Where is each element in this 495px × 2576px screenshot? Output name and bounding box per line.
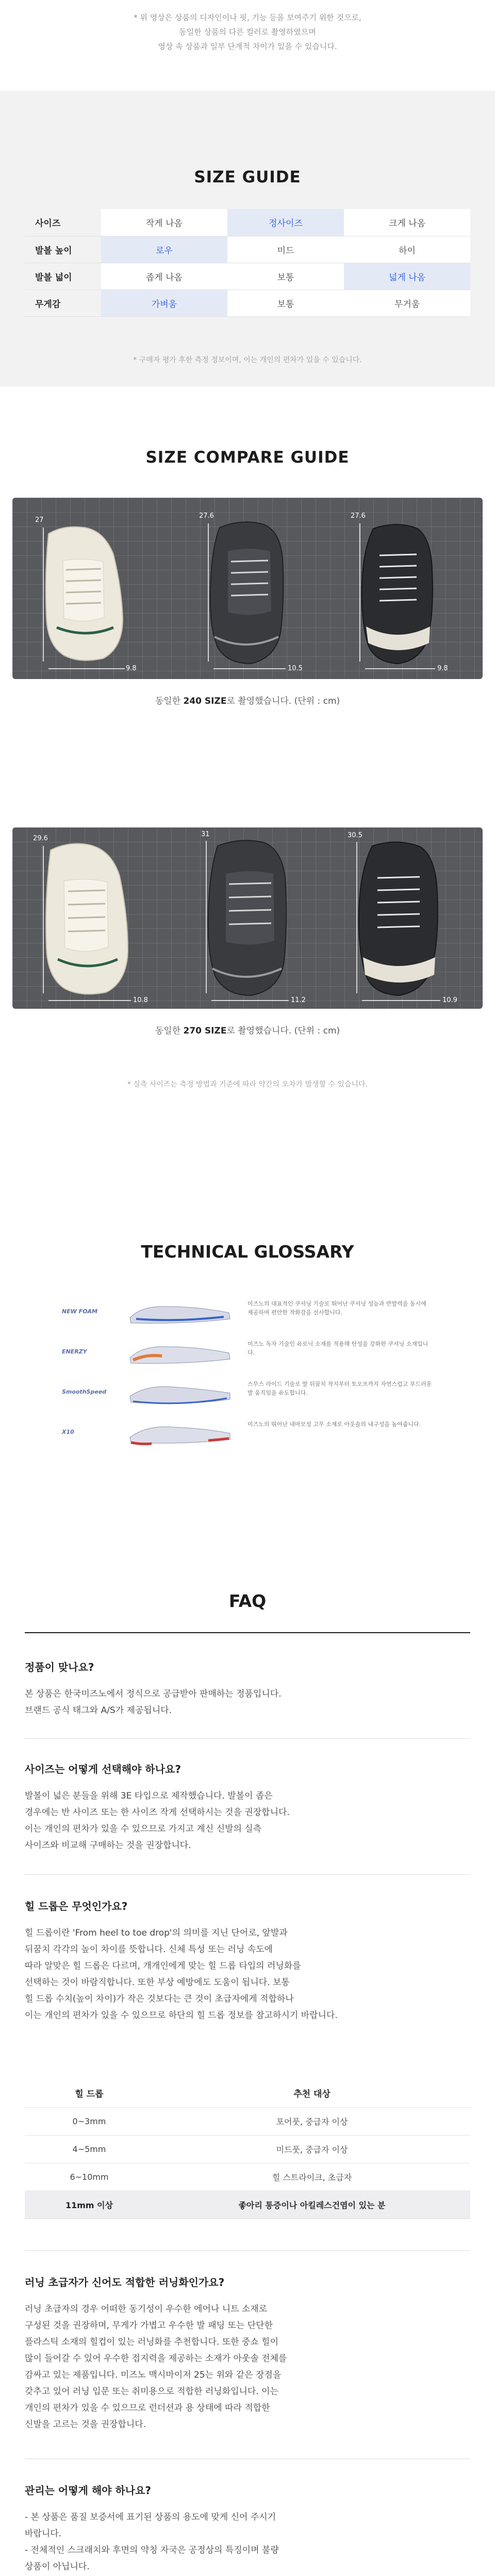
table-cell: 포어풋, 중급자 이상	[154, 2107, 470, 2135]
faq-top-divider	[25, 1632, 470, 1633]
table-row	[25, 2107, 470, 2135]
width-label: 10.8	[133, 996, 148, 1004]
faq-question: 사이즈는 어떻게 선택해야 하나요?	[25, 1763, 181, 1775]
faq-answer	[25, 1788, 472, 1854]
answer-line: 플라스틱 소재의 힐컵이 있는 러닝화를 추천합니다. 또한 중쇼 힐이	[25, 2337, 279, 2347]
answer-line: 사이즈와 비교해 구매하는 것을 권장합니다.	[25, 1840, 191, 1851]
shoe-dark-runner	[208, 840, 287, 995]
table-row-highlighted	[25, 2191, 470, 2218]
notice-line: 영상 속 상품과 일부 단계적 차이가 있을 수 있습니다.	[158, 42, 337, 51]
faq-question: 관리는 어떻게 해야 하나요?	[25, 2484, 152, 2497]
technology-logo: NEW FOAM	[62, 1308, 98, 1315]
row-label: 무게감	[25, 290, 101, 316]
width-label: 10.5	[288, 665, 303, 672]
technology-description: 미즈노 독자 기술인 유로닉 소재를 적용해 탄성을 강화한 쿠셔닝 소재입니다.	[248, 1341, 428, 1356]
row-label: 발볼 넓이	[25, 263, 101, 290]
faq-question: 러닝 초급자가 신어도 적합한 러닝화인가요?	[25, 2276, 225, 2289]
row-label: 사이즈	[25, 209, 101, 236]
table-cell: 미드풋, 중급자 이상	[154, 2135, 470, 2163]
notice-line: 동일한 상품의 다른 컬러로 촬영하였으며	[179, 27, 316, 37]
size-compare-section	[0, 386, 495, 1174]
faq-answer	[25, 1925, 472, 2024]
height-label: 30.5	[348, 832, 362, 839]
faq-separator	[25, 1738, 470, 1739]
caption-text: 동일한	[155, 696, 184, 706]
answer-line: 이는 개인의 편차가 있을 수 있으므로 하단의 힐 드롭 정보를 참고하시기 바랍니다.	[25, 2010, 338, 2021]
size-guide-row-instep	[25, 236, 470, 263]
answer-line: 구성된 것을 권장하며, 무게가 가볍고 우수한 발 패딩 또는 단단한	[25, 2320, 273, 2331]
faq-question: 정품이 맞나요?	[25, 1661, 94, 1673]
faq-question: 힐 드롭은 무엇인가요?	[25, 1900, 128, 1912]
size-compare-title: SIZE COMPARE GUIDE	[145, 448, 350, 467]
size-compare-note: * 실측 사이즈는 측정 방법과 기준에 따라 약간의 오차가 발생할 수 있습니다.	[127, 1080, 368, 1089]
midsole-illustration	[126, 1376, 234, 1409]
heel-drop-table	[25, 2079, 470, 2219]
compare-caption-270	[0, 1023, 495, 1036]
midsole-illustration	[126, 1295, 234, 1328]
technology-logo: X10	[62, 1428, 74, 1435]
answer-line: 감싸고 있는 제품입니다. 미즈노 맥시마이저 25는 위와 같은 장점을	[25, 2370, 282, 2380]
faq-section	[0, 1462, 495, 2576]
caption-size: 270 SIZE	[183, 1026, 227, 1036]
shoe-comparison-image	[12, 498, 483, 679]
answer-line: 갖추고 있어 러닝 입문 또는 취미용으로 적합한 러닝화입니다. 이는	[25, 2386, 279, 2397]
answer-line: 뒤꿈치 각각의 높이 차이를 뜻합니다. 신체 특성 또는 러닝 속도에	[25, 1944, 273, 1955]
answer-line: 러닝 초급자의 경우 어떠한 동기성이 우수한 에어나 니트 소재로	[25, 2304, 268, 2314]
option-cell: 보통	[227, 290, 344, 316]
compare-caption-240	[0, 693, 495, 706]
height-label: 27.6	[351, 512, 366, 520]
answer-line: 이는 개인의 편차가 있을 수 있으므로 가지고 계신 신발의 실측	[25, 1824, 262, 1834]
size-guide-note: * 구매자 평가 후한 측정 정보이며, 이는 개인의 편차가 있을 수 있습니다.	[133, 356, 362, 364]
answer-line: 상품이 아닙니다.	[25, 2562, 90, 2572]
answer-line: - 전체적인 스크래치와 후면의 약칭 자국은 공정상의 특징이며 불량	[25, 2545, 279, 2555]
size-guide-title: SIZE GUIDE	[194, 168, 301, 187]
caption-text: 로 촬영했습니다. (단위 : cm)	[226, 1026, 340, 1036]
glossary-title: TECHNICAL GLOSSARY	[141, 1242, 354, 1262]
answer-line: 힐 드롭이란 'From heel to toe drop'의 의미를 지닌 단어로, 앞발과	[25, 1928, 288, 1938]
size-guide-row-width	[25, 263, 470, 290]
table-row	[25, 2163, 470, 2191]
option-cell: 미드	[227, 236, 344, 263]
technical-glossary-section	[0, 1174, 495, 1462]
technology-description: 스무스 라이드 기술로 발 뒤꿈치 착지부터 토오프까지 자연스럽고 부드러운 발 움직임을 유도합니다.	[248, 1381, 432, 1396]
option-cell: 무거움	[344, 290, 470, 316]
answer-line: 경우에는 반 사이즈 또는 한 사이즈 작게 선택하시는 것을 권장합니다.	[25, 1807, 290, 1818]
table-cell: 11mm 이상	[25, 2191, 154, 2218]
height-label: 27	[35, 516, 44, 524]
option-cell: 하이	[344, 236, 470, 263]
glossary-item	[62, 1293, 433, 1330]
table-cell: 0~3mm	[25, 2107, 154, 2135]
faq-separator	[25, 1874, 470, 1875]
shoe-canvas-hightop	[359, 842, 438, 995]
technology-logo: SmoothSpeed	[62, 1388, 107, 1395]
option-cell: 크게 나옴	[344, 209, 470, 236]
shoe-dark-runner	[210, 522, 284, 664]
faq-separator	[25, 2250, 470, 2251]
answer-line: 선택하는 것이 바람직합니다. 또한 부상 예방에도 도움이 됩니다. 보통	[25, 1977, 290, 1988]
shoe-comparison-image	[12, 827, 483, 1009]
answer-line: 많이 들어갈 수 있어 우수한 접지력을 제공하는 소재가 아웃솔 전체를	[25, 2353, 287, 2364]
table-header: 추천 대상	[154, 2079, 470, 2107]
answer-line: 브랜드 공식 태그와 A/S가 제공됩니다.	[25, 1705, 172, 1716]
glossary-item	[62, 1374, 433, 1411]
option-cell: 보통	[227, 263, 344, 290]
answer-line: 힐 드롭 수치(높이 차이)가 작은 것보다는 큰 것이 초급자에게 적합하나	[25, 1994, 294, 2004]
table-cell: 6~10mm	[25, 2163, 154, 2191]
shoe-cream-sneaker	[46, 527, 123, 660]
table-cell: 4~5mm	[25, 2135, 154, 2163]
answer-line: 따라 알맞은 힐 드롭은 다르며, 개개인에게 맞는 힐 드롭 타입의 러닝화를	[25, 1961, 301, 1971]
option-cell: 좁게 나옴	[101, 263, 227, 290]
answer-line: 개인의 편차가 있을 수 있으므로 런더션과 용 상태에 따라 적합한	[25, 2403, 270, 2413]
notice-line: * 위 영상은 상품의 디자인이나 핏, 기능 등을 보여주기 위한 것으로,	[134, 13, 361, 22]
faq-answer-care-list	[25, 2509, 472, 2576]
width-label: 9.8	[437, 665, 448, 672]
width-label: 10.9	[442, 996, 457, 1004]
outsole-illustration	[126, 1416, 234, 1449]
answer-line: - 본 상품은 품질 보증서에 표기된 상품의 용도에 맞게 신어 주시기	[25, 2512, 276, 2522]
faq-answer	[25, 2301, 472, 2433]
option-cell-selected: 넓게 나옴	[344, 263, 470, 290]
table-row	[25, 2135, 470, 2163]
height-label: 27.6	[199, 512, 214, 520]
midsole-illustration	[126, 1335, 234, 1368]
table-cell: 좋아리 통증이나 아킬레스건염이 있는 분	[154, 2191, 470, 2218]
size-guide-row-size	[25, 209, 470, 236]
table-cell: 힐 스트라이크, 초급자	[154, 2163, 470, 2191]
faq-title: FAQ	[228, 1591, 267, 1611]
shoe-cream-sneaker	[46, 844, 128, 994]
option-cell-selected: 가벼움	[101, 290, 227, 316]
answer-line: 본 상품은 한국미즈노에서 정식으로 공급받아 판매하는 정품입니다.	[25, 1689, 282, 1699]
glossary-item	[62, 1333, 433, 1370]
width-label: 9.8	[126, 665, 137, 672]
table-header: 힐 드롭	[25, 2079, 154, 2107]
option-cell-selected: 로우	[101, 236, 227, 263]
video-notice	[0, 0, 495, 91]
size-guide-section	[0, 91, 495, 386]
caption-size: 240 SIZE	[183, 696, 227, 706]
width-label: 11.2	[291, 996, 306, 1004]
table-header-row	[25, 2079, 470, 2107]
answer-line: 발볼이 넓은 분들을 위해 3E 타입으로 제작했습니다. 발볼이 좁은	[25, 1791, 273, 1801]
shoe-canvas-hightop	[362, 524, 433, 664]
size-guide-row-weight	[25, 290, 470, 316]
technology-description: 미즈노의 대표적인 쿠셔닝 기술로 뛰어난 쿠셔닝 성능과 반발력을 동시에 제공하며 편안한 착화감을 선사합니다.	[248, 1300, 426, 1316]
faq-answer	[25, 1686, 472, 1719]
compare-photo-270	[12, 827, 483, 1009]
technology-description: 미즈노의 뛰어난 내마모성 고무 소재로 아웃솔의 내구성을 높여줍니다.	[248, 1421, 421, 1428]
answer-line: 바랍니다.	[25, 2529, 62, 2539]
answer-line: 신발을 고르는 것을 권장합니다.	[25, 2419, 146, 2430]
technology-logo: ENERZY	[62, 1348, 87, 1355]
option-cell: 작게 나옴	[101, 209, 227, 236]
glossary-item	[62, 1414, 433, 1451]
option-cell-selected: 정사이즈	[227, 209, 344, 236]
caption-text: 로 촬영했습니다. (단위 : cm)	[226, 696, 340, 706]
row-label: 발볼 높이	[25, 236, 101, 263]
height-label: 31	[201, 831, 210, 838]
compare-photo-240	[12, 498, 483, 679]
size-guide-table	[25, 209, 470, 317]
height-label: 29.6	[33, 835, 48, 842]
caption-text: 동일한	[155, 1026, 184, 1036]
